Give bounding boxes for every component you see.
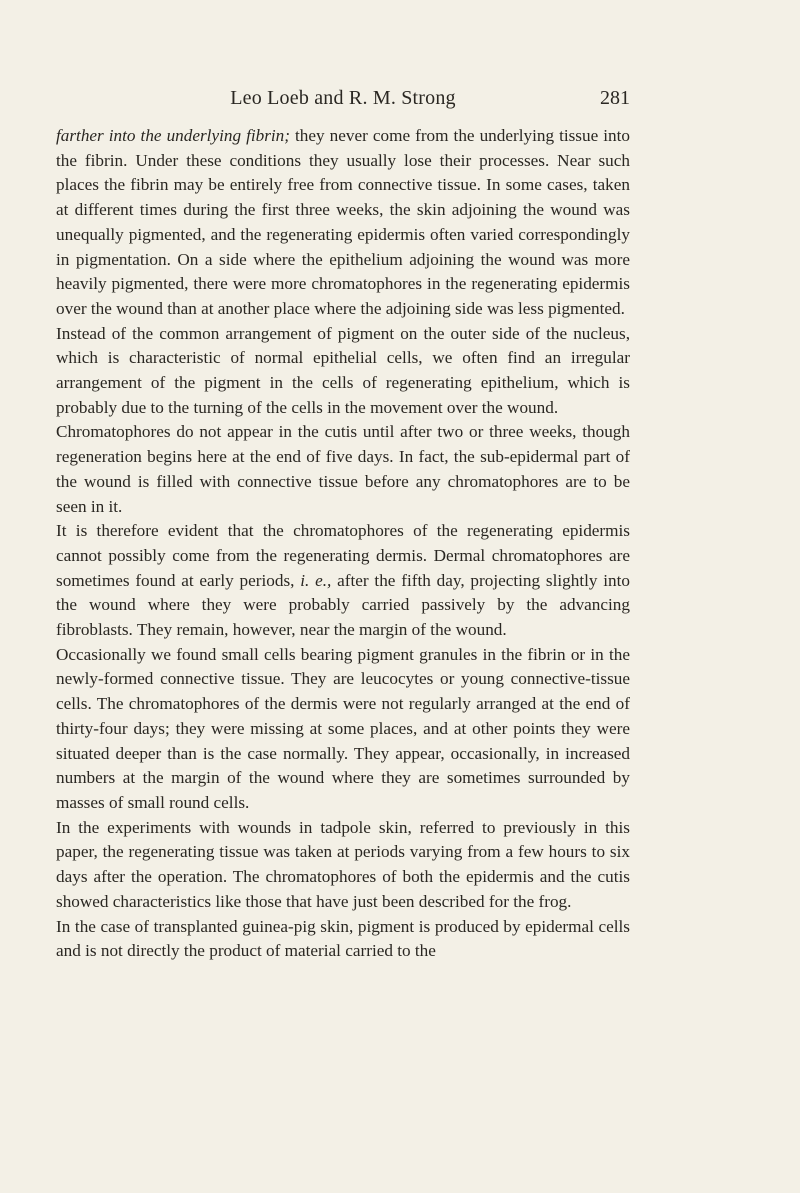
paragraph-1-italic-lead: farther into the underlying fibrin;	[56, 126, 290, 145]
page-header	[56, 87, 630, 117]
paragraph-6: In the experiments with wounds in tadpole skin, referred to previously in this paper, the regenerating tissue was taken at periods varying from a few hours to six days after the operation. The chromatophores of both the epidermis and the cutis showed characteristics like those that have just been described for the frog.	[56, 817, 630, 911]
paragraph-4-text-after: after the fifth day, projecting slightly into the wound where they were probably carried passively by the advancing fibroblasts. They remain, however, near the margin of the wound.	[56, 570, 631, 640]
paragraph-4-text-before: It is therefore evident that the chromatophores of the regenerating epidermis cannot possibly come from the regenerating dermis. Dermal chromatophores are sometimes found at early periods,	[56, 521, 630, 590]
page-number: 281	[600, 87, 630, 109]
paragraph-1	[56, 124, 630, 322]
running-title: Leo Loeb and R. M. Strong	[230, 87, 456, 109]
paragraph-2: Instead of the common arrangement of pigment on the outer side of the nucleus, which is characteristic of normal epithelial cells, we often find an irregular arrangement of the pigment in the cells of regenerating epithelium, which is probably due to the turning of the cells in the movement over the wound.	[56, 323, 630, 417]
body-text	[56, 124, 630, 964]
paragraph-7: In the case of transplanted guinea-pig skin, pigment is produced by epidermal cells and is not directly the product of material carried to the	[56, 916, 630, 961]
paragraph-5: Occasionally we found small cells bearing pigment granules in the fibrin or in the newly-formed connective tissue. They are leucocytes or young connective-tissue cells. The chromatophores of the dermis were not regularly arranged at the end of thirty-four days; they were missing at some places, and at other points they were situated deeper than is the case normally. They appear, occasionally, in increased numbers at the margin of the wound where they are sometimes surrounded by masses of small round cells.	[56, 644, 630, 812]
paragraph-4	[56, 519, 630, 643]
paragraph-3: Chromatophores do not appear in the cutis until after two or three weeks, though regeneration begins here at the end of five days. In fact, the sub-epidermal part of the wound is filled with connective tissue before any chromatophores are to be seen in it.	[56, 422, 630, 516]
paragraph-1-text: they never come from the underlying tissue into the fibrin. Under these conditions they usually lose their processes. Near such places the fibrin may be entirely free from connective tissue. In some cases, taken at different times during the first three weeks, the skin adjoining the wound was unequally pigmented, and the regenerating epidermis often varied correspondingly in pigmentation. On a side where the epithelium adjoining the wound was more heavily pigmented, there were more chromatophores in the regenerating epidermis over the wound than at another place where the adjoining side was less pigmented.	[56, 126, 630, 318]
paragraph-4-italic: i. e.,	[300, 570, 332, 590]
